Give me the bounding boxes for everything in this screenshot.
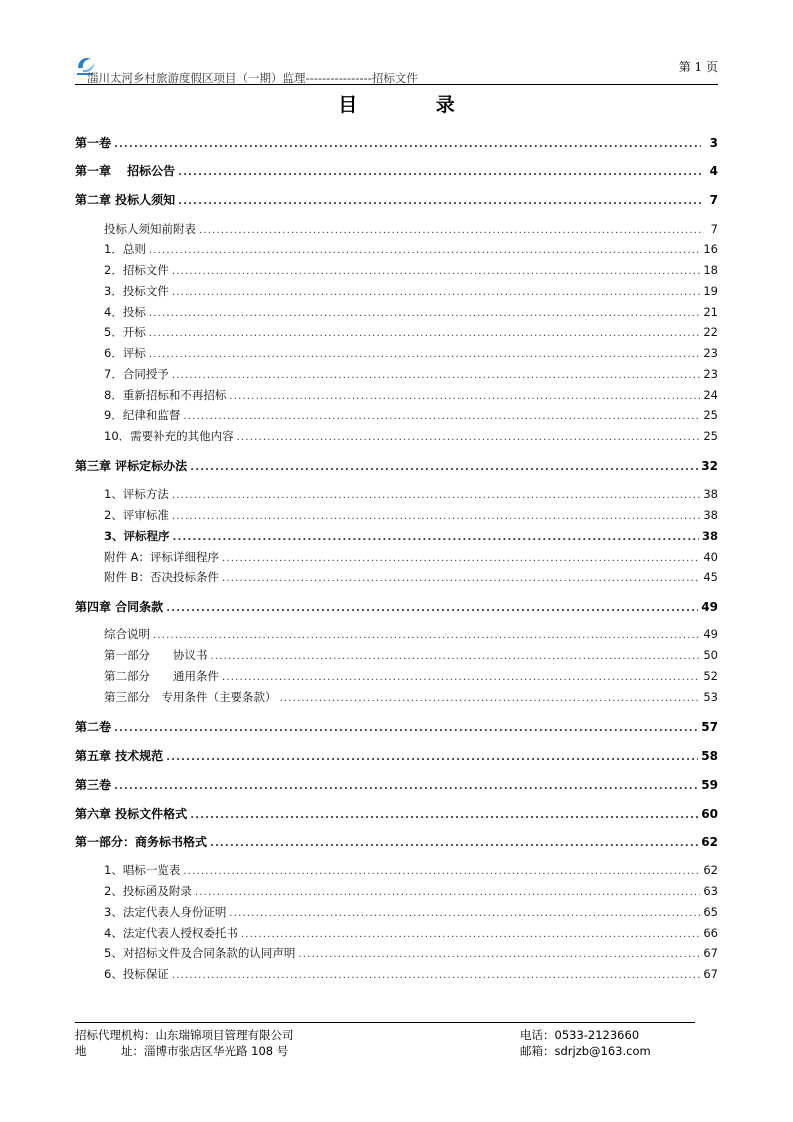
toc-entry-page: 45 xyxy=(703,570,718,584)
toc-section-entry[interactable] xyxy=(104,883,718,901)
toc-entry-page: 7 xyxy=(709,193,718,207)
toc-entry-page: 59 xyxy=(701,778,718,792)
footer-agency xyxy=(75,1027,294,1043)
toc-leader-dots xyxy=(190,810,698,821)
toc-entry-page: 38 xyxy=(703,487,718,501)
toc-leader-dots xyxy=(172,266,701,277)
toc-leader-dots xyxy=(172,287,701,298)
toc-entry-label: 第二章 投标人须知 xyxy=(75,193,176,207)
toc-entry-label: 8．重新招标和不再招标 xyxy=(104,388,227,402)
toc-entry-page: 58 xyxy=(701,749,718,763)
toc-entry-label: 5、对招标文件及合同条款的认同声明 xyxy=(104,946,296,960)
toc-leader-dots xyxy=(149,245,701,256)
toc-entry-label: 第一卷 xyxy=(75,136,112,150)
toc-entry-label: 2、投标函及附录 xyxy=(104,884,192,898)
toc-leader-dots xyxy=(183,866,700,877)
toc-leader-dots xyxy=(237,432,701,443)
toc-entry-label: 第一章 招标公告 xyxy=(75,164,176,178)
toc-leader-dots xyxy=(172,490,701,501)
toc-leader-dots xyxy=(166,603,698,614)
toc-entry-label: 3、法定代表人身份证明 xyxy=(104,905,227,919)
toc-entry-page: 49 xyxy=(701,600,718,614)
toc-entry-label: 9．纪律和监督 xyxy=(104,408,181,422)
toc-leader-dots xyxy=(149,308,701,319)
toc-entry-page: 38 xyxy=(701,529,718,543)
toc-entry-page: 38 xyxy=(703,508,718,522)
toc-section-entry[interactable] xyxy=(104,241,718,259)
toc-entry-label: 投标人须知前附表 xyxy=(104,222,196,236)
toc-leader-dots xyxy=(172,970,701,981)
toc-entry-page: 32 xyxy=(701,459,718,473)
toc-leader-dots xyxy=(114,139,701,150)
toc-entry-label: 6、投标保证 xyxy=(104,967,169,981)
toc-entry-label: 3．投标文件 xyxy=(104,284,169,298)
toc-entry-page: 25 xyxy=(703,429,718,443)
page-title: 目 录 xyxy=(338,94,491,116)
toc-section-entry[interactable] xyxy=(104,549,718,567)
toc-chapter-entry[interactable] xyxy=(75,191,718,209)
toc-section-entry[interactable] xyxy=(104,324,718,342)
toc-chapter-entry[interactable] xyxy=(75,598,718,616)
toc-chapter-entry[interactable] xyxy=(75,833,718,851)
toc-entry-label: 第六章 投标文件格式 xyxy=(75,807,188,821)
toc-leader-dots xyxy=(229,908,700,919)
toc-leader-dots xyxy=(172,511,701,522)
toc-entry-label: 1．总则 xyxy=(104,242,146,256)
toc-leader-dots xyxy=(222,573,700,584)
toc-entry-label: 1、评标方法 xyxy=(104,487,169,501)
footer-phone-value: 0533-2123660 xyxy=(554,1028,640,1042)
toc-chapter-entry[interactable] xyxy=(75,776,718,794)
toc-chapter-entry[interactable] xyxy=(75,162,718,180)
toc-leader-dots xyxy=(190,462,698,473)
toc-section-entry[interactable] xyxy=(104,668,718,686)
toc-leader-dots xyxy=(222,553,700,564)
toc-entry-label: 4．投标 xyxy=(104,305,146,319)
footer-email-value: sdrjzb@163.com xyxy=(554,1044,651,1058)
toc-leader-dots xyxy=(229,391,700,402)
header-page-number: 第 1 页 xyxy=(678,60,718,74)
toc-entry-page: 40 xyxy=(703,550,718,564)
toc-entry-label: 第四章 合同条款 xyxy=(75,600,164,614)
footer-email-label: 邮箱： xyxy=(520,1044,555,1058)
toc-entry-page: 22 xyxy=(703,325,718,339)
toc-chapter-entry[interactable] xyxy=(75,805,718,823)
toc-leader-dots xyxy=(178,196,701,207)
header-divider xyxy=(75,84,718,85)
toc-chapter-entry[interactable] xyxy=(75,134,718,152)
toc-entry-page: 4 xyxy=(709,164,718,178)
toc-entry-page: 23 xyxy=(703,367,718,381)
toc-leader-dots xyxy=(199,225,701,236)
toc-section-entry[interactable] xyxy=(104,221,718,239)
toc-entry-label: 1、唱标一览表 xyxy=(104,863,181,877)
toc-entry-page: 3 xyxy=(709,136,718,150)
toc-entry-label: 综合说明 xyxy=(104,627,150,641)
toc-entry-label: 6．评标 xyxy=(104,346,146,360)
toc-leader-dots xyxy=(172,370,701,381)
footer-agency-value: 山东瑞锦项目管理有限公司 xyxy=(155,1028,294,1042)
toc-leader-dots xyxy=(114,781,698,792)
toc-entry-page: 53 xyxy=(703,690,718,704)
toc-entry-label: 第一部分：商务标书格式 xyxy=(75,835,208,849)
toc-entry-label: 2、评审标准 xyxy=(104,508,169,522)
toc-entry-label: 2．招标文件 xyxy=(104,263,169,277)
header-title: 淄川太河乡村旅游度假区项目（一期）监理----------------招标文件 xyxy=(87,71,418,85)
toc-entry-label: 7．合同授予 xyxy=(104,367,169,381)
toc-leader-dots xyxy=(173,532,699,543)
toc-entry-label: 第三卷 xyxy=(75,778,112,792)
toc-leader-dots xyxy=(211,651,701,662)
toc-chapter-entry[interactable] xyxy=(75,747,718,765)
toc-entry-page: 66 xyxy=(703,926,718,940)
toc-section-entry[interactable] xyxy=(104,428,718,446)
toc-entry-page: 23 xyxy=(703,346,718,360)
toc-leader-dots xyxy=(210,838,698,849)
toc-leader-dots xyxy=(222,672,700,683)
toc-section-entry[interactable] xyxy=(104,304,718,322)
toc-entry-page: 18 xyxy=(703,263,718,277)
toc-section-entry[interactable] xyxy=(104,528,718,546)
toc-section-entry[interactable] xyxy=(104,407,718,425)
toc-leader-dots xyxy=(280,693,701,704)
toc-leader-dots xyxy=(178,167,701,178)
footer-address-label: 地 址： xyxy=(75,1044,144,1058)
toc-entry-page: 24 xyxy=(703,388,718,402)
toc-entry-page: 60 xyxy=(701,807,718,821)
toc-entry-page: 21 xyxy=(703,305,718,319)
toc-section-entry[interactable] xyxy=(104,387,718,405)
toc-entry-page: 63 xyxy=(703,884,718,898)
toc-section-entry[interactable] xyxy=(104,345,718,363)
toc-leader-dots xyxy=(298,949,700,960)
toc-leader-dots xyxy=(166,752,698,763)
toc-entry-label: 10．需要补充的其他内容 xyxy=(104,429,234,443)
toc-entry-page: 52 xyxy=(703,669,718,683)
footer-divider xyxy=(75,1022,695,1023)
toc-section-entry[interactable] xyxy=(104,366,718,384)
toc-entry-label: 第五章 技术规范 xyxy=(75,749,164,763)
toc-entry-label: 3、评标程序 xyxy=(104,529,170,543)
toc-entry-label: 附件 B：否决投标条件 xyxy=(104,570,220,584)
toc-section-entry[interactable] xyxy=(104,966,718,984)
toc-entry-page: 62 xyxy=(703,863,718,877)
toc-entry-label: 第二卷 xyxy=(75,720,112,734)
toc-section-entry[interactable] xyxy=(104,862,718,880)
toc-section-entry[interactable] xyxy=(104,689,718,707)
toc-entry-page: 49 xyxy=(703,627,718,641)
toc-entry-page: 62 xyxy=(701,835,718,849)
toc-entry-label: 第二部分 通用条件 xyxy=(104,669,219,683)
toc-entry-page: 65 xyxy=(703,905,718,919)
toc-leader-dots xyxy=(241,929,701,940)
toc-chapter-entry[interactable] xyxy=(75,718,718,736)
toc-leader-dots xyxy=(183,411,700,422)
footer-phone xyxy=(520,1027,639,1043)
toc-section-entry[interactable] xyxy=(104,945,718,963)
footer-address xyxy=(75,1043,288,1059)
toc-entry-page: 57 xyxy=(701,720,718,734)
toc-entry-page: 25 xyxy=(703,408,718,422)
toc-entry-page: 7 xyxy=(710,222,718,236)
toc-entry-page: 67 xyxy=(703,967,718,981)
toc-leader-dots xyxy=(149,328,701,339)
toc-entry-page: 67 xyxy=(703,946,718,960)
toc-leader-dots xyxy=(149,349,701,360)
toc-section-entry[interactable] xyxy=(104,925,718,943)
toc-section-entry[interactable] xyxy=(104,626,718,644)
toc-entry-label: 4、法定代表人授权委托书 xyxy=(104,926,238,940)
toc-section-entry[interactable] xyxy=(104,507,718,525)
toc-section-entry[interactable] xyxy=(104,486,718,504)
toc-leader-dots xyxy=(114,723,698,734)
toc-section-entry[interactable] xyxy=(104,904,718,922)
toc-leader-dots xyxy=(153,630,700,641)
toc-chapter-entry[interactable] xyxy=(75,457,718,475)
toc-section-entry[interactable] xyxy=(104,283,718,301)
toc-entry-label: 附件 A：评标详细程序 xyxy=(104,550,220,564)
toc-entry-label: 第一部分 协议书 xyxy=(104,648,208,662)
toc-section-entry[interactable] xyxy=(104,647,718,665)
toc-leader-dots xyxy=(195,887,701,898)
footer-address-value: 淄博市张店区华光路 108 号 xyxy=(144,1044,289,1058)
toc-section-entry[interactable] xyxy=(104,569,718,587)
footer-phone-label: 电话： xyxy=(520,1028,555,1042)
page-header xyxy=(75,52,718,86)
toc-entry-page: 19 xyxy=(703,284,718,298)
toc-entry-label: 5．开标 xyxy=(104,325,146,339)
toc-section-entry[interactable] xyxy=(104,262,718,280)
toc-entry-page: 16 xyxy=(703,242,718,256)
toc-entry-label: 第三章 评标定标办法 xyxy=(75,459,188,473)
toc-entry-page: 50 xyxy=(703,648,718,662)
footer-agency-label: 招标代理机构： xyxy=(75,1028,156,1042)
toc-entry-label: 第三部分 专用条件（主要条款） xyxy=(104,690,277,704)
footer-email xyxy=(520,1043,651,1059)
